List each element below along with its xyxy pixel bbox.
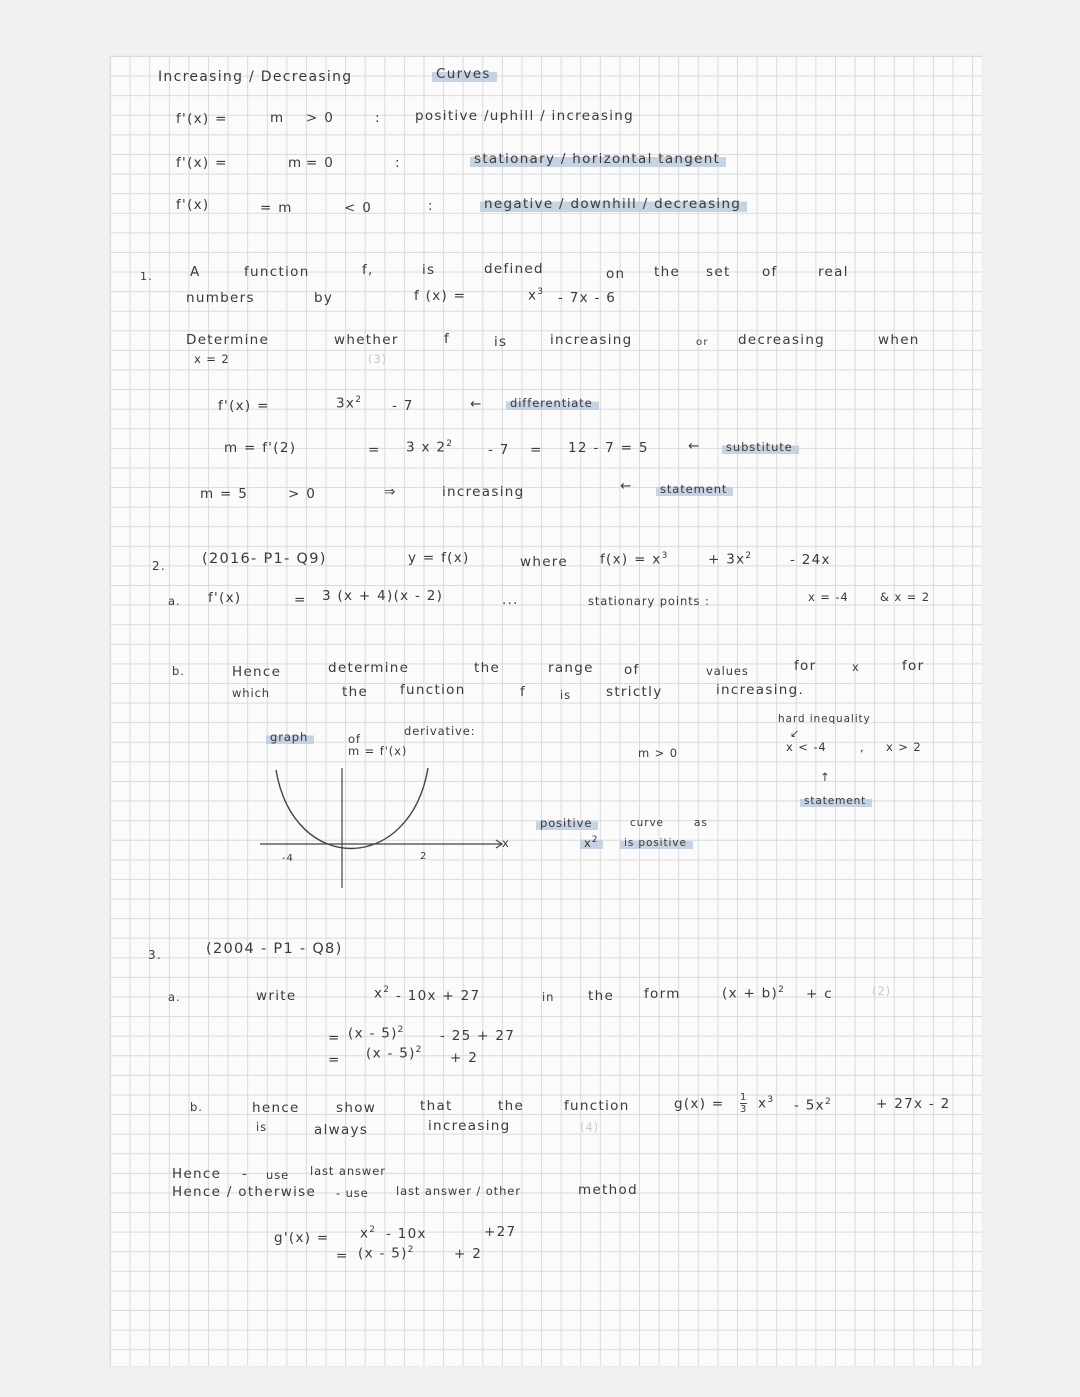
equals: = <box>530 442 543 458</box>
word: strictly <box>606 684 663 700</box>
x-term: x <box>528 287 538 304</box>
form-word: form <box>644 986 681 1002</box>
word: range <box>548 660 594 676</box>
root-right-label: 2 <box>420 851 428 862</box>
summary-colon: : <box>428 198 434 214</box>
fraction-numerator: 1 <box>740 1092 748 1103</box>
word: when <box>878 332 920 348</box>
term: (x + b) <box>722 985 779 1002</box>
q2-reference: (2016- P1- Q9) <box>202 551 327 567</box>
hence-otherwise: Hence / otherwise <box>172 1184 317 1200</box>
word: A <box>190 264 201 280</box>
q1-number: 1. <box>140 270 154 283</box>
calc-result: 12 - 7 = 5 <box>568 440 649 456</box>
step2-square: (x - 5)$^2$ <box>366 1045 422 1062</box>
final-step-tail: + 2 <box>454 1246 483 1262</box>
note-x-squared: $x^2$ <box>580 836 603 850</box>
word: f, <box>362 262 374 278</box>
note-positive: positive <box>536 818 598 831</box>
fraction-denominator: 3 <box>740 1104 748 1115</box>
derivative: f'(x) <box>208 590 242 606</box>
word: Hence <box>232 664 282 680</box>
fx-tail: - 7x - 6 <box>558 290 617 306</box>
marks: (4) <box>580 1120 599 1134</box>
hence-method: method <box>578 1182 638 1198</box>
result-increasing: increasing <box>442 484 525 500</box>
word: that <box>420 1098 453 1114</box>
word: decreasing <box>738 332 826 348</box>
graph-label: graph <box>266 732 314 745</box>
step1-square: (x - 5)$^2$ <box>348 1025 404 1042</box>
term: (x - 5) <box>348 1025 398 1042</box>
summary-fx: f'(x) <box>176 197 210 213</box>
final-rhs-tail: - 10x <box>386 1226 427 1242</box>
term: 3 x 2 <box>406 439 447 456</box>
stationary-point-1: x = -4 <box>808 590 849 604</box>
note-differentiate: differentiate <box>506 398 599 411</box>
notebook-page <box>110 56 982 1366</box>
term: + 3x <box>708 551 746 568</box>
summary-desc: stationary / horizontal tangent <box>470 153 726 168</box>
left-arrow: ← <box>470 396 483 412</box>
word: determine <box>328 660 410 676</box>
word: f <box>444 331 451 347</box>
step2-tail: + 2 <box>450 1050 479 1066</box>
marks: (2) <box>872 984 891 998</box>
greater-than-zero: > 0 <box>288 486 317 502</box>
step2-eq: = <box>328 1052 341 1068</box>
part-label: a. <box>168 594 181 608</box>
word: hence <box>252 1100 300 1116</box>
word: function <box>564 1098 630 1114</box>
m-greater-zero: m > 0 <box>638 746 678 760</box>
word: increasing <box>550 332 633 348</box>
part-label: b. <box>190 1100 203 1114</box>
word: the <box>474 660 501 676</box>
equals: = <box>368 442 381 458</box>
word: for <box>794 658 817 674</box>
word: the <box>498 1098 525 1114</box>
word: on <box>606 266 626 282</box>
derivative-rhs: $3x^2$ <box>336 395 361 412</box>
expr: $x^2$ <box>374 985 390 1002</box>
q2-yfx: y = f(x) <box>408 550 470 566</box>
derivative-label: derivative: <box>404 724 476 738</box>
summary-desc: positive /uphill / increasing <box>415 108 635 124</box>
title-left: Increasing / Decreasing <box>158 69 353 85</box>
hence-1: Hence <box>172 1166 222 1182</box>
implies-arrow: ⇒ <box>384 484 397 500</box>
word: f <box>520 684 527 700</box>
term: - 5x <box>794 1097 825 1114</box>
x-equals-2: x = 2 <box>194 352 230 366</box>
up-arrow: ↑ <box>820 770 831 784</box>
final-step: (x - 5)$^2$ <box>358 1245 414 1262</box>
axis-label-x: x <box>502 836 510 850</box>
factorised: 3 (x + 4)(x - 2) <box>322 588 444 604</box>
term: 3x <box>336 395 356 412</box>
word: which <box>232 686 271 700</box>
word: increasing. <box>716 682 805 698</box>
hard-inequality-note: hard inequality <box>778 713 871 725</box>
form-expr: $(x + b)^2$ <box>722 985 784 1002</box>
summary-desc: negative / downhill / decreasing <box>480 198 747 213</box>
calc: 3 x $2^2$ <box>406 439 452 456</box>
equals: = <box>294 592 307 608</box>
stationary-points-label: stationary points : <box>588 594 710 608</box>
word: or <box>696 337 709 348</box>
summary-m: m <box>288 155 303 171</box>
answer-left: x < -4 <box>786 740 827 754</box>
term: (x - 5) <box>366 1045 416 1062</box>
q3-reference: (2004 - P1 - Q8) <box>206 941 343 957</box>
final-lhs: g'(x) = <box>274 1230 330 1246</box>
hence-last-answer-other: last answer / other <box>396 1184 521 1198</box>
gx-fraction <box>740 1092 747 1115</box>
word: Determine <box>186 332 270 348</box>
word: of <box>624 662 640 678</box>
summary-sign: > 0 <box>306 110 335 126</box>
term: f(x) = x <box>600 551 662 568</box>
answer-right: x > 2 <box>886 740 922 754</box>
ellipsis: ... <box>502 592 519 608</box>
word: is <box>560 688 571 702</box>
m-substitution: m = f'(2) <box>224 440 297 456</box>
stationary-point-2: & x = 2 <box>880 590 930 604</box>
step1-tail: - 25 + 27 <box>440 1028 516 1044</box>
calc-tail: - 7 <box>488 442 510 458</box>
hence-use: use <box>266 1168 290 1182</box>
word: numbers <box>186 290 255 306</box>
title-right: Curves <box>432 68 497 83</box>
final-rhs: $x^2$ <box>360 1225 376 1242</box>
term: x <box>374 985 384 1002</box>
final-eq: = <box>336 1248 349 1264</box>
gx-end: + 27x - 2 <box>876 1096 951 1112</box>
summary-sign: < 0 <box>344 200 373 216</box>
note-statement: statement <box>656 484 733 497</box>
q2-fx-def-tail: + $3x^2$ <box>708 551 752 568</box>
final-rhs-end: +27 <box>484 1224 517 1240</box>
summary-fx: f'(x) = <box>176 111 228 127</box>
word: is <box>256 1120 267 1134</box>
summary-m: m <box>270 110 285 126</box>
parabola-curve <box>276 768 428 849</box>
summary-colon: : <box>395 155 401 171</box>
word: always <box>314 1122 369 1138</box>
word: for <box>902 658 925 674</box>
summary-colon: : <box>375 110 381 126</box>
part-label: a. <box>168 990 181 1004</box>
derivative-lhs: f'(x) = <box>218 398 270 414</box>
word: the <box>654 264 681 280</box>
word: is <box>422 262 436 278</box>
of-label: of <box>348 732 361 746</box>
word: the <box>342 684 369 700</box>
term: x <box>758 1095 768 1112</box>
hence-last-answer: last answer <box>310 1164 386 1178</box>
derivative-graph <box>250 756 510 896</box>
left-arrow: ← <box>620 478 633 494</box>
word: of <box>762 264 778 280</box>
note-as: as <box>694 817 708 829</box>
q3-number: 3. <box>148 948 163 962</box>
word: defined <box>484 261 544 277</box>
expr-tail: - 10x + 27 <box>396 988 481 1004</box>
left-arrow: ← <box>688 438 701 454</box>
term: (x - 5) <box>358 1245 408 1262</box>
q2-fx-def-end: - 24x <box>790 552 831 568</box>
word: is <box>494 334 508 350</box>
in-word: in <box>542 990 555 1004</box>
word: function <box>244 264 310 280</box>
summary-fx: f'(x) = <box>176 155 228 171</box>
hence-use-2: - use <box>336 1186 369 1200</box>
root-left-label: -4 <box>282 853 294 864</box>
q2-where: where <box>520 554 568 570</box>
part-label: b. <box>172 664 185 678</box>
term: x <box>584 835 592 850</box>
answer-comma: , <box>860 740 865 754</box>
word: by <box>314 290 334 306</box>
the-word: the <box>588 988 615 1004</box>
note-curve: curve <box>630 817 664 829</box>
word: increasing <box>428 1118 511 1134</box>
note-is-positive: is positive <box>620 838 693 850</box>
m-equals-fprime: m = f'(x) <box>348 744 408 758</box>
fx-definition: f (x) = <box>414 288 467 304</box>
word: set <box>706 264 731 280</box>
statement-note: statement <box>800 796 872 808</box>
m-value: m = 5 <box>200 486 249 502</box>
derivative-tail: - 7 <box>392 398 414 414</box>
gx-tail: - $5x^2$ <box>794 1097 831 1114</box>
q2-fx-def: $f(x) = x^3$ <box>600 551 668 568</box>
word: show <box>336 1100 377 1116</box>
note-substitute: substitute <box>722 442 799 455</box>
word: function <box>400 682 466 698</box>
summary-m: = m <box>260 200 293 216</box>
summary-sign: = 0 <box>306 155 335 171</box>
step1-eq: = <box>328 1030 341 1046</box>
gx-lhs: g(x) = <box>674 1096 725 1112</box>
q2-number: 2. <box>152 559 167 573</box>
write-word: write <box>256 988 297 1004</box>
term: x <box>360 1225 370 1242</box>
word: values <box>706 664 749 678</box>
hence-dash: - <box>242 1166 249 1182</box>
gx-cubic: $x^3$ <box>758 1095 774 1112</box>
form-tail: + c <box>806 986 833 1002</box>
fx-cubic: $x^3$ <box>528 287 544 304</box>
marks: (3) <box>368 352 387 366</box>
down-arrow-note: ↙ <box>790 727 801 740</box>
word: x <box>852 660 860 674</box>
word: real <box>818 264 849 280</box>
word: whether <box>334 332 399 348</box>
